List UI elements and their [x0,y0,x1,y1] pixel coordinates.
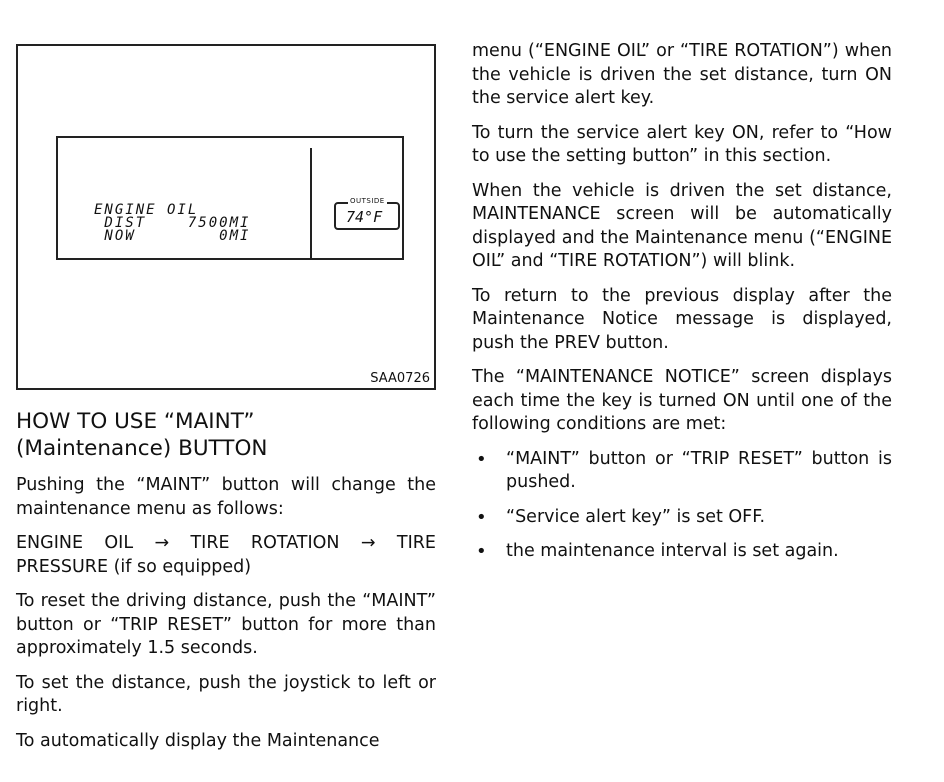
list-item: • “MAINT” button or “TRIP RESET” button is pushed. [472,448,892,495]
paragraph: Pushing the “MAINT” button will change the maintenance menu as follows: [16,475,436,519]
left-column [16,408,436,764]
paragraph: To set the distance, push the joystick to left or right. [16,672,436,716]
paragraph: When the vehicle is driven the set distance, MAINTENANCE screen will be automatically displayed and the Maintenance menu (“ENGINE OIL” and “TIRE ROTATION”) will blink. [472,180,892,271]
section-heading [16,408,436,462]
display-text [94,204,250,243]
display-line-2: DIST 7500MI [94,215,251,231]
display-divider-horizontal [70,258,390,260]
outside-temperature-box [334,197,400,230]
list-item: • the maintenance interval is set again. [472,540,892,564]
condition-list [472,448,892,564]
display-screen [56,136,404,260]
right-column [472,40,892,575]
heading-line-1: HOW TO USE “MAINT” [16,409,255,434]
paragraph: ENGINE OIL → TIRE ROTATION → TIRE PRESSURE (if so equipped) [16,533,436,577]
paragraph: The “MAINTENANCE NOTICE” screen displays each time the key is turned ON until one of the following conditions are met: [472,367,892,434]
display-line-1: ENGINE OIL [94,202,199,218]
paragraph: menu (“ENGINE OIL” or “TIRE ROTATION”) when the vehicle is driven the set distance, turn ON the service alert key. [472,41,892,108]
paragraph: To turn the service alert key ON, refer to “How to use the setting button” in this section. [472,122,892,166]
display-line-3: NOW 0MI [94,228,251,244]
paragraph: To return to the previous display after the Maintenance Notice message is displayed, push the PREV button. [472,285,892,353]
list-item: • “Service alert key” is set OFF. [472,506,892,530]
outside-temperature: 74°F [346,208,383,226]
figure-id: SAA0726 [370,371,430,386]
display-divider-vertical [310,148,312,258]
paragraph: To reset the driving distance, push the “MAINT” button or “TRIP RESET” button for more than approximately 1.5 seconds. [16,591,436,658]
outside-label: OUTSIDE [350,197,385,205]
heading-line-2: (Maintenance) BUTTON [16,436,268,461]
paragraph: To automatically display the Maintenance [16,730,380,751]
figure-illustration [16,44,436,390]
